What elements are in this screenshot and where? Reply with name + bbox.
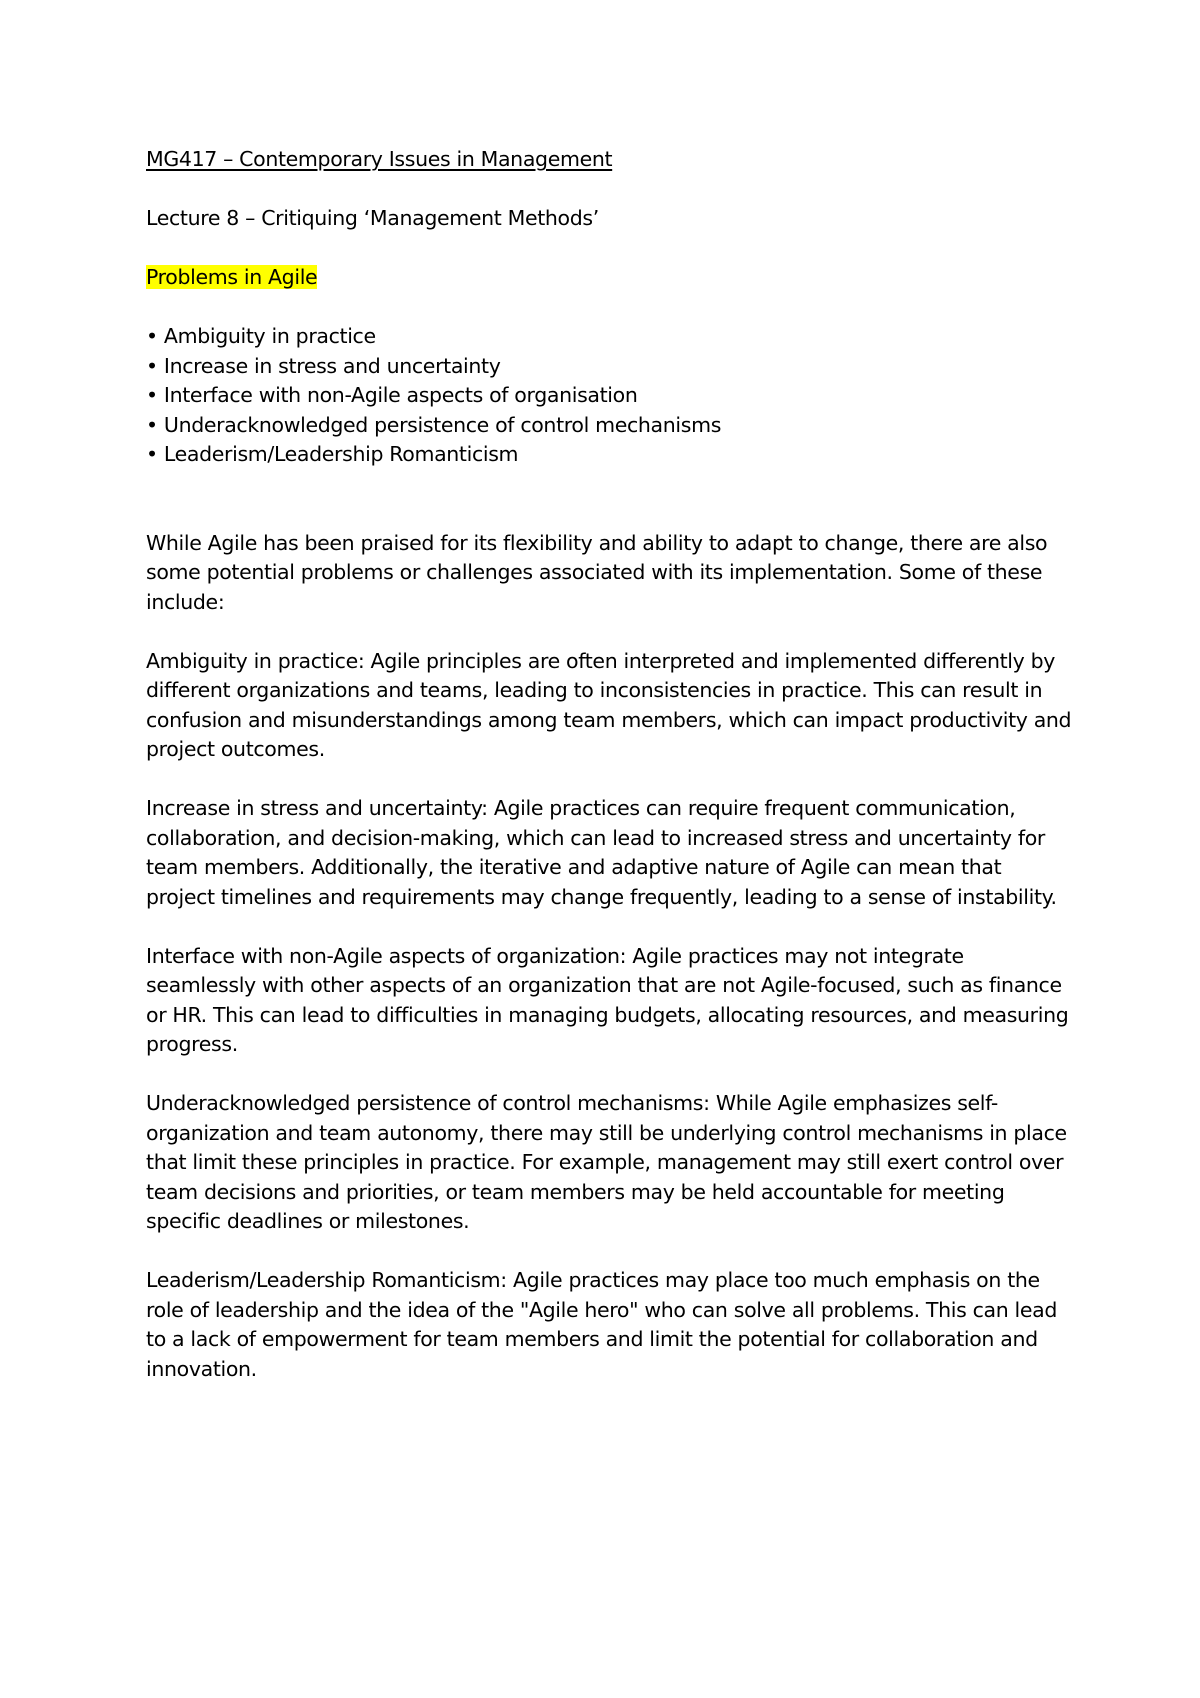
paragraph-line: Leaderism/Leadership Romanticism: Agile practices may place too much emphasis on the — [146, 1268, 1040, 1292]
document-page — [146, 145, 1072, 1414]
stress-paragraph — [146, 794, 1066, 912]
paragraph-line: Ambiguity in practice: Agile principles are often interpreted and implemented differently by — [146, 648, 1056, 673]
paragraph-line: team decisions and priorities, or team members may be held accountable for meeting — [146, 1179, 1005, 1204]
spacer — [146, 470, 1066, 500]
bullet-item: • Increase in stress and uncertainty — [146, 353, 501, 378]
paragraph-line: seamlessly with other aspects of an organization that are not Agile-focused, such as finance — [146, 973, 1062, 997]
paragraph-line: collaboration, and decision-making, which can lead to increased stress and uncertainty for — [146, 825, 1045, 850]
spacer — [146, 499, 1066, 529]
bullet-item: • Underacknowledged persistence of control mechanisms — [146, 412, 722, 437]
paragraph-line: While Agile has been praised for its flexibility and ability to adapt to change, there are also — [146, 530, 1048, 555]
paragraph-line: organization and team autonomy, there may still be underlying control mechanisms in place — [146, 1120, 1067, 1145]
lecture-title: Lecture 8 – Critiquing ‘Management Methods’ — [146, 206, 599, 230]
paragraph-line: Underacknowledged persistence of control mechanisms: While Agile emphasizes self- — [146, 1091, 998, 1115]
bullet-item: • Ambiguity in practice — [146, 324, 376, 348]
course-title: MG417 – Contemporary Issues in Management — [146, 147, 613, 171]
paragraph-line: specific deadlines or milestones. — [146, 1209, 470, 1233]
interface-paragraph — [146, 942, 1069, 1060]
paragraph-line: confusion and misunderstandings among team members, which can impact productivity and — [146, 707, 1072, 732]
bullet-list — [146, 322, 1066, 470]
paragraph-line: to a lack of empowerment for team members and limit the potential for collaboration and — [146, 1327, 1038, 1351]
paragraph-line: or HR. This can lead to difficulties in managing budgets, allocating resources, and measuring — [146, 1002, 1069, 1027]
control-paragraph — [146, 1089, 1066, 1237]
paragraph-line: that limit these principles in practice. For example, management may still exert control over — [146, 1150, 1064, 1174]
paragraph-line: innovation. — [146, 1356, 257, 1381]
section-heading: Problems in Agile — [146, 265, 318, 289]
leaderism-paragraph — [146, 1266, 1066, 1384]
bullet-item: • Leaderism/Leadership Romanticism — [146, 442, 519, 466]
paragraph-line: project outcomes. — [146, 737, 325, 761]
paragraph-line: role of leadership and the idea of the "Agile hero" who can solve all problems. This can lead — [146, 1297, 1058, 1322]
paragraph-line: different organizations and teams, leading to inconsistencies in practice. This can result in — [146, 678, 1043, 702]
spacer — [146, 175, 1066, 205]
intro-paragraph — [146, 529, 1066, 618]
paragraph-line: some potential problems or challenges associated with its implementation. Some of these — [146, 560, 1043, 584]
paragraph-line: project timelines and requirements may change frequently, leading to a sense of instability. — [146, 884, 1057, 909]
paragraph-line: team members. Additionally, the iterative and adaptive nature of Agile can mean that — [146, 855, 1002, 879]
bullet-item: • Interface with non-Agile aspects of organisation — [146, 383, 638, 407]
paragraph-line: progress. — [146, 1032, 238, 1056]
paragraph-line: Increase in stress and uncertainty: Agile practices can require frequent communication, — [146, 796, 1016, 820]
section-heading-line — [146, 263, 1066, 293]
paragraph-line: Interface with non-Agile aspects of organization: Agile practices may not integrate — [146, 943, 964, 968]
spacer — [146, 293, 1066, 323]
paragraph-line: include: — [146, 589, 225, 614]
ambiguity-paragraph — [146, 647, 1072, 765]
spacer — [146, 234, 1066, 264]
